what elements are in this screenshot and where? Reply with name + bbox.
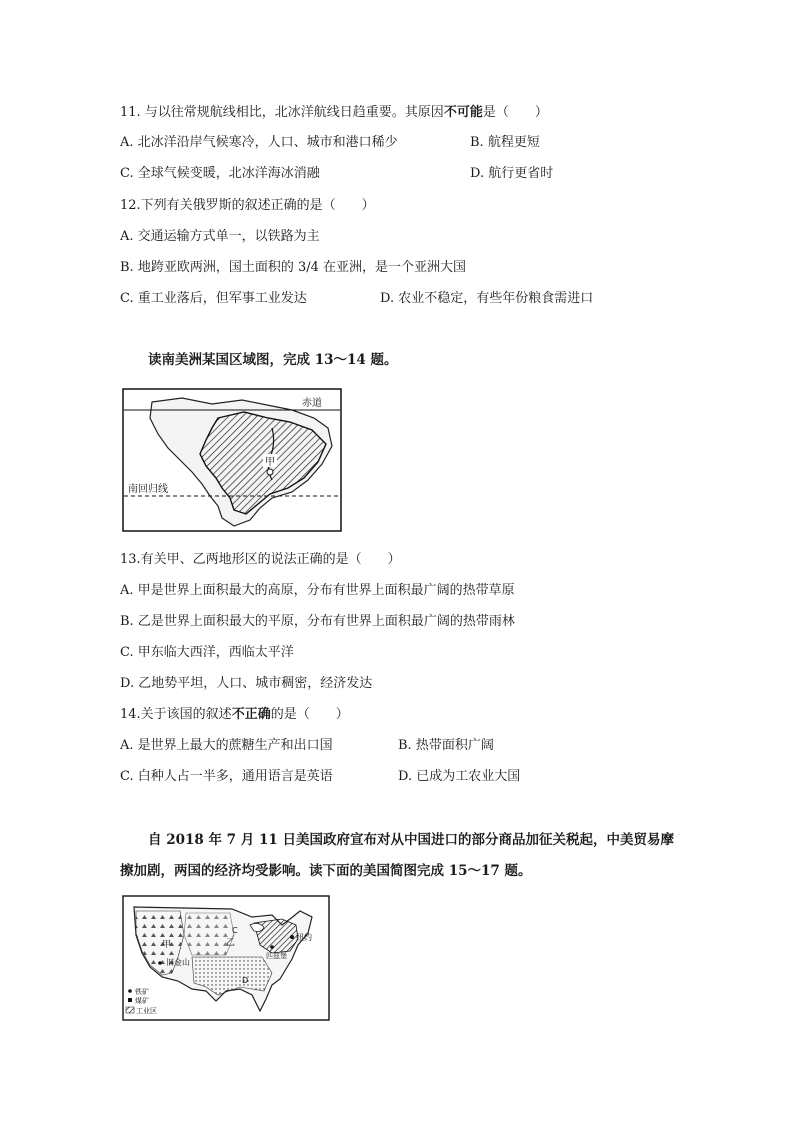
city-newyork-label: 纽约 <box>296 933 312 942</box>
south-america-map <box>122 388 342 532</box>
intro-usa-line1: 自 2018 年 7 月 11 日美国政府宣布对从中国进口的部分商品加征关税起，中美贸易摩 <box>148 832 674 848</box>
region-label-jia: 甲 <box>162 940 172 950</box>
south-america-map-svg <box>122 388 342 532</box>
q13-option-b: B. 乙是世界上面积最大的平原，分布有世界上面积最广阔的热带雨林 <box>120 614 515 629</box>
q11-stem <box>120 105 548 121</box>
q11-option-c: C. 全球气候变暖，北冰洋海冰消融 <box>120 166 320 181</box>
q13-option-a: A. 甲是世界上面积最大的高原，分布有世界上面积最广阔的热带草原 <box>120 583 515 598</box>
q14-stem-tail: 的是（ ） <box>270 707 349 722</box>
q14-stem <box>120 707 349 723</box>
q14-option-c: C. 白种人占一半多，通用语言是英语 <box>120 769 333 784</box>
q14-option-d: D. 已成为工农业大国 <box>398 769 521 784</box>
central-plains-region <box>184 913 234 955</box>
city-marker <box>267 469 273 475</box>
region-label-c: C <box>232 926 238 935</box>
legend-industry-symbol <box>126 1007 134 1013</box>
q12-option-a: A. 交通运输方式单一，以铁路为主 <box>120 229 320 244</box>
q13-stem: 13.有关甲、乙两地形区的说法正确的是（ ） <box>120 552 401 567</box>
equator-label: 赤道 <box>302 398 322 409</box>
q11-stem-text: 11. 与以往常规航线相比，北冰洋航线日趋重要。其原因 <box>120 105 444 120</box>
q11-option-d: D. 航行更省时 <box>470 166 554 181</box>
q13-option-d: D. 乙地势平坦，人口、城市稠密，经济发达 <box>120 676 373 691</box>
intro-south-america: 读南美洲某国区域图，完成 13～14 题。 <box>148 352 398 368</box>
q14-option-a: A. 是世界上最大的蔗糖生产和出口国 <box>120 738 333 753</box>
tropic-label: 南回归线 <box>128 484 168 495</box>
q14-option-b: B. 热带面积广阔 <box>398 738 494 753</box>
q11-stem-emphasis: 不可能 <box>443 105 483 120</box>
city-newyork-marker <box>290 935 294 939</box>
q12-option-b: B. 地跨亚欧两洲，国土面积的 3/4 在亚洲，是一个亚洲大国 <box>120 260 467 275</box>
legend-coal-label: 煤矿 <box>135 997 149 1005</box>
usa-map-svg <box>122 895 330 1021</box>
city-pittsburgh-label: 匹兹堡 <box>266 952 287 960</box>
legend-industry-label: 工业区 <box>136 1007 157 1015</box>
region-label-yi: 乙 <box>226 938 236 948</box>
q14-stem-emphasis: 不正确 <box>231 707 271 722</box>
legend-coal-symbol <box>128 998 132 1002</box>
q11-option-a: A. 北冰洋沿岸气候寒冷，人口、城市和港口稀少 <box>120 135 398 150</box>
q12-option-c: C. 重工业落后，但军事工业发达 <box>120 291 307 306</box>
legend-iron-symbol <box>128 989 132 993</box>
region-label-d: D <box>242 976 249 985</box>
intro-usa-line2: 擦加剧，两国的经济均受影响。读下面的美国简图完成 15～17 题。 <box>120 863 532 879</box>
q12-stem: 12.下列有关俄罗斯的叙述正确的是（ ） <box>120 198 375 213</box>
q12-option-d: D. 农业不稳定，有些年份粮食需进口 <box>380 291 594 306</box>
q13-option-c: C. 甲东临大西洋，西临太平洋 <box>120 645 294 660</box>
q14-stem-text: 14.关于该国的叙述 <box>120 707 232 722</box>
legend-iron-label: 铁矿 <box>135 988 149 996</box>
q11-option-b: B. 航程更短 <box>470 135 540 150</box>
city-sanfrancisco-label: 旧金山 <box>166 958 190 967</box>
city-pittsburgh-marker <box>270 945 274 949</box>
q11-stem-tail: 是（ ） <box>482 105 548 120</box>
city-sanfrancisco-marker <box>158 961 162 965</box>
usa-map <box>122 895 330 1021</box>
region-label-jia: 甲 <box>265 457 275 468</box>
